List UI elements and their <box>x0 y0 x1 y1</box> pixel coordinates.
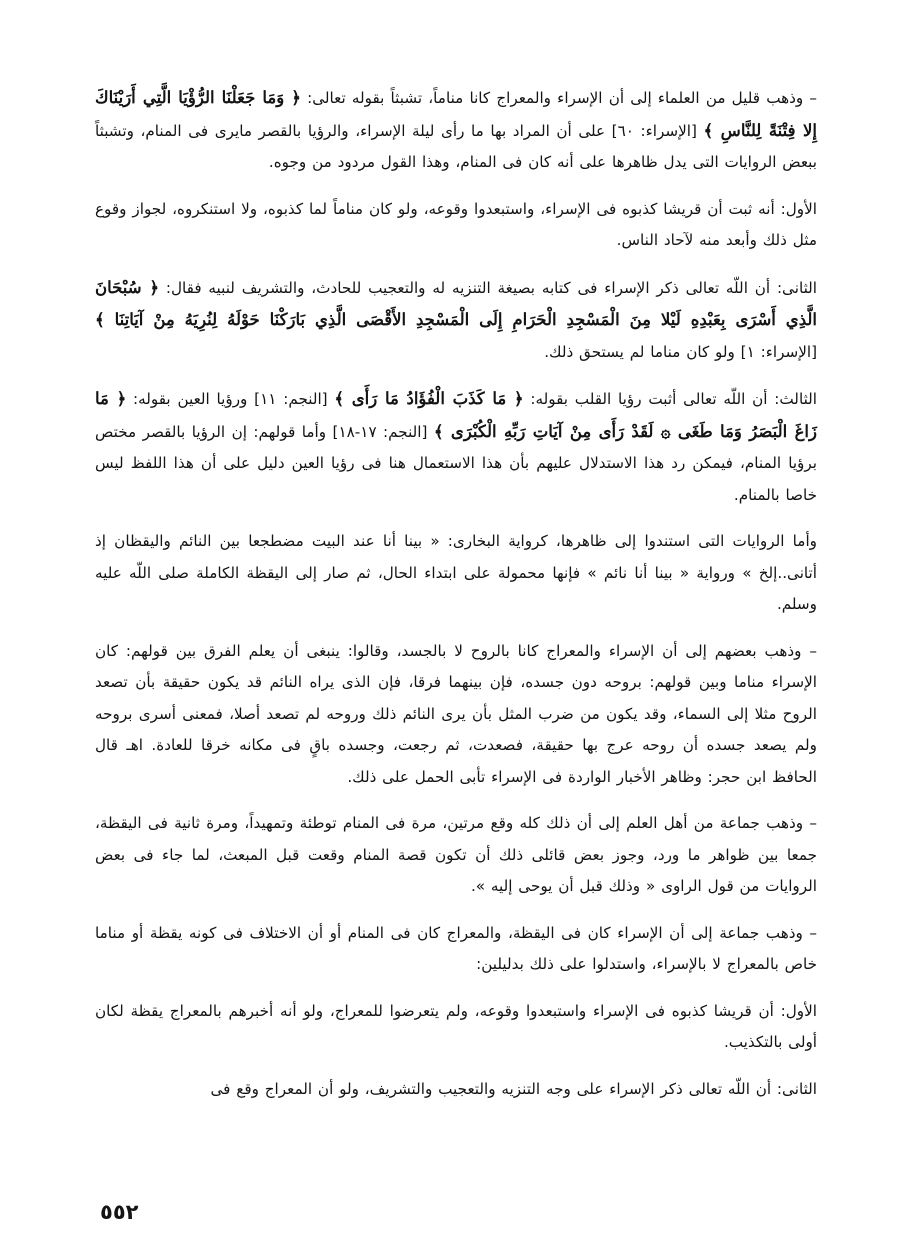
paragraph-5 <box>95 526 817 621</box>
quran-verse-al-isra-60: ﴿ وَمَا جَعَلْنَا الرُّؤْيَا الَّتِي أَرَيْنَاكَ إِلا فِتْنَةً لِلنَّاسِ ﴾ <box>95 88 818 140</box>
paragraph-3 <box>95 272 817 369</box>
quran-verse-an-najm-17-18: ﴿ مَا زَاغَ الْبَصَرُ وَمَا طَغَى ۞ لَقَدْ رَأَى مِنْ آيَاتِ رَبِّهِ الْكُبْرَى ﴾ <box>95 389 817 441</box>
quran-verse-al-isra-1: ﴿ سُبْحَانَ الَّذِي أَسْرَى بِعَبْدِهِ لَيْلا مِنَ الْمَسْجِدِ الْحَرَامِ إِلَى الْمَسْجِدِ الأَقْصَى الَّذِي بَارَكْنَا حَوْلَهُ لِنُرِيَهُ مِنْ آيَاتِنَا ﴾ <box>95 277 817 329</box>
paragraph-4 <box>95 383 817 511</box>
paragraph-4-text-3: [النجم: ١٧-١٨] وأما قولهم: إن الرؤيا بالقصر مختص برؤيا المنام، فيمكن رد هذا الاستدلال عليهم بأن هذا الاستعمال هنا فى رؤيا العين دليل على أن هذا اللفظ ليس خاصا بالمنام. <box>95 422 817 504</box>
paragraph-5-text-1: وأما الروايات التى استندوا إلى ظاهرها، كرواية البخارى: « بينا أنا عند البيت مضطجعا بين النائم واليقظان إذ أتانى..إلخ » ورواية « بينا أنا نائم » فإنها محمولة على ابتداء الحال، ثم صار إلى اليقظة الكاملة صلى اللّه عليه وسلم. <box>95 532 817 613</box>
paragraph-8-text-1: – وذهب جماعة إلى أن الإسراء كان فى اليقظة، والمعراج كان فى المنام أو أن الاختلاف فى كونه يقظة أو مناما خاص بالمعراج لا بالإسراء، واستدلوا على ذلك بدليلين: <box>95 923 817 973</box>
paragraph-2 <box>95 194 817 257</box>
paragraph-1-text-1: – وذهب قليل من العلماء إلى أن الإسراء والمعراج كانا مناماً، تشبثاً بقوله تعالى: <box>300 89 817 107</box>
paragraph-9 <box>95 996 817 1059</box>
paragraph-7 <box>95 808 817 903</box>
quran-verse-an-najm-11: ﴿ مَا كَذَبَ الْفُؤَادُ مَا رَأَى ﴾ <box>334 389 524 408</box>
paragraph-7-text-1: – وذهب جماعة من أهل العلم إلى أن ذلك كله وقع مرتين، مرة فى المنام توطئة وتمهيداً، ومرة ثانية فى اليقظة، جمعا بين ظواهر ما ورد، وجوز بعض قائلى ذلك أن تكون قصة المنام وقعت قبل المبعث، لما جاء فى بعض الروايات من قول الراوى « وذلك قبل أن يوحى إليه ». <box>95 814 817 895</box>
paragraph-4-text-2: [النجم: ١١] ورؤيا العين بقوله: <box>126 390 328 408</box>
page-body <box>95 82 817 1115</box>
page-number: ٥٥٢ <box>100 1200 139 1224</box>
paragraph-3-text-2: [الإسراء: ١] ولو كان مناما لم يستحق ذلك. <box>544 342 817 361</box>
paragraph-1 <box>95 82 817 179</box>
paragraph-9-text-1: الأول: أن قريشا كذبوه فى الإسراء واستبعدوا وقوعه، ولم يتعرضوا للمعراج، ولو أنه أخبرهم بالمعراج يقظة لكان أولى بالتكذيب. <box>95 1001 817 1051</box>
paragraph-10-text-1: الثانى: أن اللّه تعالى ذكر الإسراء على وجه التنزيه والتعجيب والتشريف، ولو أن المعراج وقع فى <box>210 1079 817 1098</box>
paragraph-1-text-2: [الإسراء: ٦٠] على أن المراد بها ما رأى ليلة الإسراء، والرؤيا بالقصر مايرى فى المنام، وتشبثاً ببعض الروايات التى يدل ظاهرها على أنه كان فى المنام، وهذا القول مردود من وجوه. <box>95 121 817 171</box>
paragraph-10 <box>95 1074 817 1106</box>
paragraph-4-text-1: الثالث: أن اللّه تعالى أثبت رؤيا القلب بقوله: <box>523 390 817 408</box>
paragraph-6 <box>95 636 817 794</box>
paragraph-8 <box>95 918 817 981</box>
paragraph-2-text-1: الأول: أنه ثبت أن قريشا كذبوه فى الإسراء، واستبعدوا وقوعه، ولو كان مناماً لما كذبوه، ولا استنكروه، لجواز وقوع مثل ذلك وأبعد منه لآحاد الناس. <box>95 199 817 249</box>
paragraph-6-text-1: – وذهب بعضهم إلى أن الإسراء والمعراج كانا بالروح لا بالجسد، وقالوا: ينبغى أن يعلم الفرق بين قولهم: كان الإسراء مناما وبين قولهم: بروحه دون جسده، فإن بينهما فرقا، فإن الذى يراه النائم قد يكون حقيقة بأن تصعد الروح مثلا إلى السماء، وقد يكون من ضرب المثل بأن يرى النائم ذلك وروحه لم تصعد أصلا، فمعنى أسرى بروحه ولم يصعد جسده أن روحه عرج بها حقيقة، فصعدت، ثم رجعت، وجسده باقٍ فى مكانه خرقا للعادة. اهـ قال الحافظ ابن حجر: وظاهر الأخبار الواردة فى الإسراء تأبى الحمل على ذلك. <box>95 641 817 786</box>
paragraph-3-text-1: الثانى: أن اللّه تعالى ذكر الإسراء فى كتابه بصيغة التنزيه له والتعجيب للحادث، والتشريف لنبيه فقال: <box>159 278 818 297</box>
